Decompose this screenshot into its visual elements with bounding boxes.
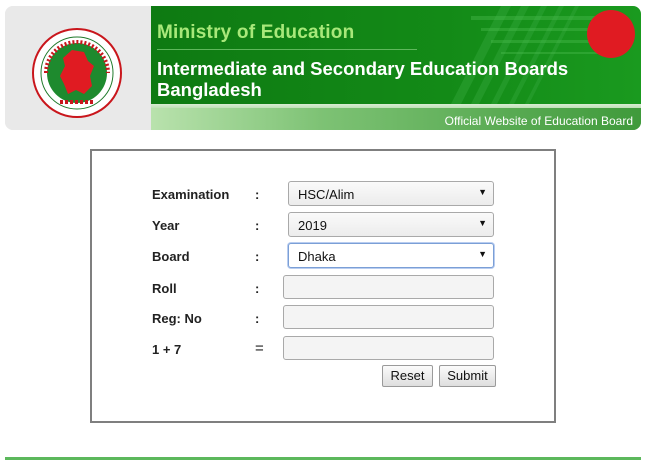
board-value: Dhaka bbox=[298, 249, 336, 264]
captcha-label: 1 + 7 bbox=[152, 342, 182, 357]
separator: : bbox=[255, 281, 260, 296]
separator: = bbox=[255, 340, 264, 357]
ministry-title: Ministry of Education bbox=[157, 22, 355, 43]
separator: : bbox=[255, 218, 260, 233]
reg-no-input[interactable] bbox=[283, 305, 494, 329]
reg-no-label: Reg: No bbox=[152, 311, 202, 326]
chevron-down-icon: ▼ bbox=[478, 187, 487, 197]
chevron-down-icon: ▼ bbox=[478, 249, 487, 259]
roll-label: Roll bbox=[152, 281, 177, 296]
site-header bbox=[5, 6, 641, 130]
logo-panel bbox=[5, 6, 150, 130]
divider bbox=[157, 49, 417, 50]
roll-input[interactable] bbox=[283, 275, 494, 299]
submit-button[interactable]: Submit bbox=[439, 365, 496, 387]
board-select[interactable] bbox=[288, 243, 494, 268]
examination-label: Examination bbox=[152, 187, 230, 202]
examination-value: HSC/Alim bbox=[298, 187, 355, 202]
captcha-row bbox=[92, 336, 554, 364]
header-banner bbox=[151, 6, 641, 104]
board-row bbox=[92, 243, 554, 271]
footer-rule bbox=[5, 457, 641, 460]
roll-row bbox=[92, 275, 554, 303]
flag-red-disc bbox=[587, 10, 635, 58]
year-select[interactable] bbox=[288, 212, 494, 237]
year-label: Year bbox=[152, 218, 180, 233]
year-row bbox=[92, 212, 554, 240]
tagline: Official Website of Education Board bbox=[444, 114, 633, 128]
reset-button[interactable]: Reset bbox=[382, 365, 433, 387]
separator: : bbox=[255, 249, 260, 264]
chevron-down-icon: ▼ bbox=[478, 218, 487, 228]
separator: : bbox=[255, 187, 260, 202]
board-title: Intermediate and Secondary Education Boards Bangladesh bbox=[157, 58, 569, 100]
result-form bbox=[90, 149, 556, 423]
tagline-bar bbox=[151, 104, 641, 130]
board-label: Board bbox=[152, 249, 190, 264]
government-seal-icon bbox=[32, 28, 122, 118]
year-value: 2019 bbox=[298, 218, 327, 233]
examination-select[interactable] bbox=[288, 181, 494, 206]
examination-row bbox=[92, 181, 554, 209]
captcha-input[interactable] bbox=[283, 336, 494, 360]
reg-no-row bbox=[92, 305, 554, 333]
separator: : bbox=[255, 311, 260, 326]
